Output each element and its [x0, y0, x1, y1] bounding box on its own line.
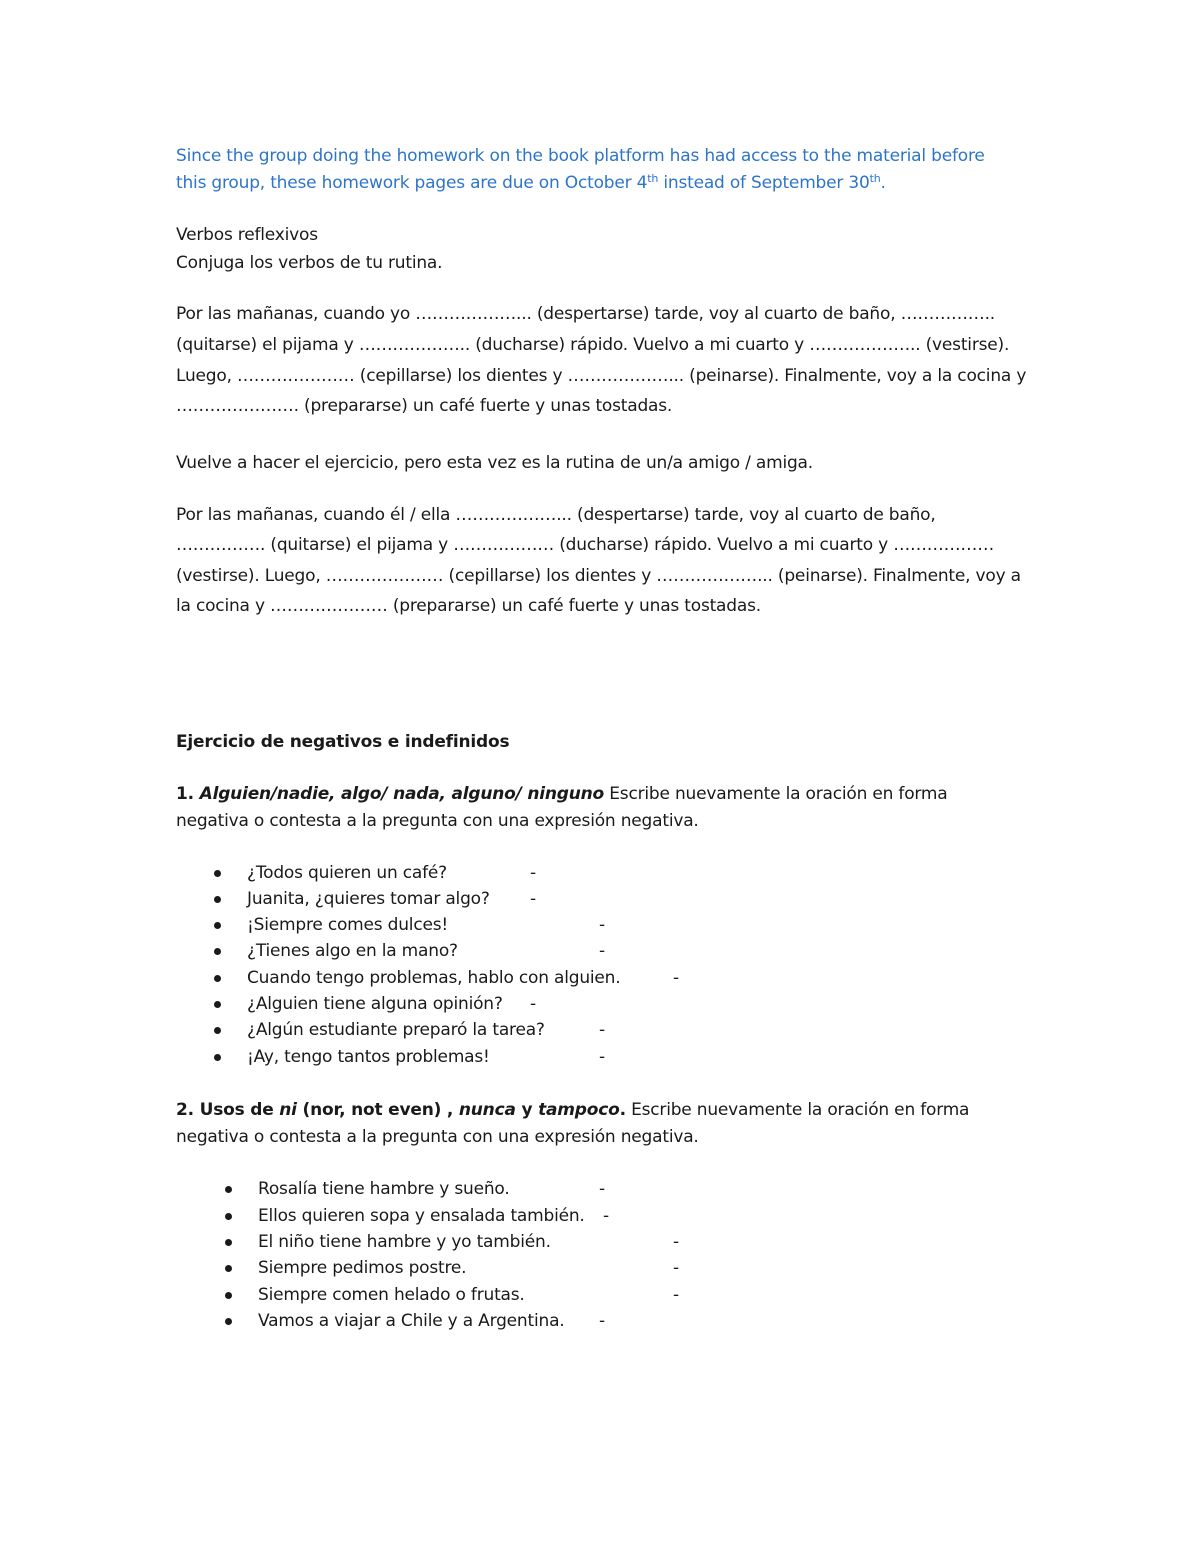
part2-instruction-a: Escribe nuevamente la oración en forma [625, 1100, 970, 1120]
list-item-text: Siempre pedimos postre. [258, 1258, 467, 1278]
notice-line-1 [176, 144, 985, 168]
part1-instruction-a: Escribe nuevamente la oración en forma [604, 784, 948, 804]
list-item-text: ¿Todos quieren un café? [247, 863, 447, 883]
answer-dash: - [599, 1179, 606, 1199]
part2-number: 2. Usos de [176, 1100, 280, 1120]
section1-title: Verbos reflexivos [176, 225, 318, 245]
bullet-icon [225, 1213, 232, 1220]
section1-paragraph-line: …………………. (prepararse) un café fuerte y unas tostadas. [176, 396, 673, 416]
list-item-text: Vamos a viajar a Chile y a Argentina. [258, 1311, 565, 1331]
bullet-icon [214, 1027, 221, 1034]
part2-paren: (nor, not even) , [296, 1100, 459, 1120]
notice-text-2c: . [880, 173, 886, 193]
answer-dash: - [673, 1232, 680, 1252]
bullet-icon [214, 870, 221, 877]
list-item-text: Rosalía tiene hambre y sueño. [258, 1179, 510, 1199]
section1-instruction: Conjuga los verbos de tu rutina. [176, 253, 443, 273]
section2-paragraph-line: (vestirse). Luego, ………………… (cepillarse) los dientes y ………………... (peinarse). Finalmente, voy a [176, 566, 1021, 586]
list-item-text: ¿Alguien tiene alguna opinión? [247, 994, 503, 1014]
bullet-icon [225, 1318, 232, 1325]
bullet-icon [214, 948, 221, 955]
bullet-icon [214, 975, 221, 982]
part2-ni: ni [279, 1100, 297, 1120]
part1-topic: Alguien/nadie, algo/ nada, alguno/ ninguno [199, 784, 605, 804]
bullet-icon [214, 1001, 221, 1008]
part1-heading [176, 782, 947, 806]
bullet-icon [225, 1239, 232, 1246]
answer-dash: - [603, 1206, 610, 1226]
part2-instruction-b: negativa o contesta a la pregunta con una expresión negativa. [176, 1127, 699, 1147]
part1-instruction-b: negativa o contesta a la pregunta con una expresión negativa. [176, 811, 699, 831]
answer-dash: - [599, 1047, 606, 1067]
section1-paragraph-line: (quitarse) el pijama y ……………….. (ducharse) rápido. Vuelvo a mi cuarto y ……………….. (vestirse). [176, 335, 1010, 355]
bullet-icon [214, 1054, 221, 1061]
list-item-text: ¡Siempre comes dulces! [247, 915, 449, 935]
section2-paragraph-line: Por las mañanas, cuando él / ella ………………... (despertarse) tarde, voy al cuarto de baño, [176, 505, 936, 525]
notice-text-1: Since the group doing the homework on the book platform has had access to the material before [176, 146, 985, 166]
section2-paragraph-line: ……………. (quitarse) el pijama y ……………… (ducharse) rápido. Vuelvo a mi cuarto y ……………… [176, 535, 995, 555]
bullet-icon [225, 1265, 232, 1272]
part2-dot: . [619, 1100, 626, 1120]
list-item-text: ¡Ay, tengo tantos problemas! [247, 1047, 490, 1067]
notice-text-2a: this group, these homework pages are due on October 4 [176, 173, 648, 193]
answer-dash: - [530, 994, 537, 1014]
section3-title: Ejercicio de negativos e indefinidos [176, 732, 510, 752]
section2-paragraph-line: la cocina y ………………… (prepararse) un café fuerte y unas tostadas. [176, 596, 761, 616]
section1-paragraph-line: Luego, ………………… (cepillarse) los dientes y ………………... (peinarse). Finalmente, voy a la cocina y [176, 366, 1027, 386]
answer-dash: - [599, 1311, 606, 1331]
bullet-icon [225, 1292, 232, 1299]
answer-dash: - [530, 863, 537, 883]
answer-dash: - [599, 941, 606, 961]
notice-text-2b: instead of September 30 [658, 173, 870, 193]
notice-sup-1: th [647, 172, 659, 185]
list-item-text: ¿Tienes algo en la mano? [247, 941, 458, 961]
list-item-text: Ellos quieren sopa y ensalada también. [258, 1206, 585, 1226]
bullet-icon [225, 1186, 232, 1193]
answer-dash: - [599, 915, 606, 935]
part2-heading [176, 1098, 969, 1122]
part2-y: y [515, 1100, 539, 1120]
part2-tampoco: tampoco [538, 1100, 620, 1120]
section2-instruction: Vuelve a hacer el ejercicio, pero esta vez es la rutina de un/a amigo / amiga. [176, 453, 813, 473]
answer-dash: - [673, 1258, 680, 1278]
bullet-icon [214, 896, 221, 903]
part1-number: 1. [176, 784, 200, 804]
list-item-text: Juanita, ¿quieres tomar algo? [247, 889, 490, 909]
section1-paragraph-line: Por las mañanas, cuando yo ………………... (despertarse) tarde, voy al cuarto de baño, …………….. [176, 304, 996, 324]
notice-line-2 [176, 171, 886, 195]
bullet-icon [214, 922, 221, 929]
part2-nunca: nunca [458, 1100, 516, 1120]
list-item-text: Siempre comen helado o frutas. [258, 1285, 525, 1305]
answer-dash: - [673, 1285, 680, 1305]
answer-dash: - [673, 968, 680, 988]
list-item-text: ¿Algún estudiante preparó la tarea? [247, 1020, 545, 1040]
list-item-text: Cuando tengo problemas, hablo con alguien. [247, 968, 621, 988]
answer-dash: - [530, 889, 537, 909]
notice-sup-2: th [869, 172, 881, 185]
answer-dash: - [599, 1020, 606, 1040]
list-item-text: El niño tiene hambre y yo también. [258, 1232, 551, 1252]
